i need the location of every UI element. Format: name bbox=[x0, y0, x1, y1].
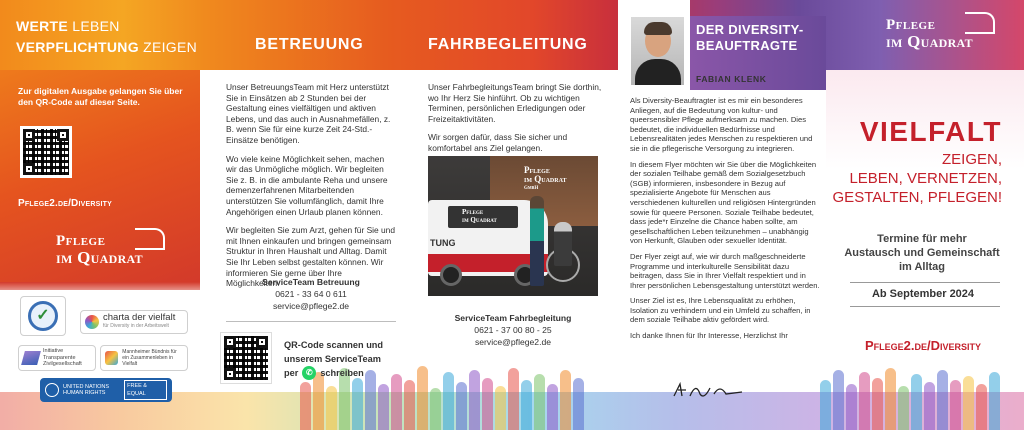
diversity-text bbox=[630, 96, 820, 341]
fahr-text bbox=[428, 82, 602, 162]
headline-vielfalt: VIELFALT bbox=[859, 116, 1002, 147]
right-logo-line-1: Pflege bbox=[886, 17, 936, 33]
fahr-service-title: ServiceTeam Fahrbegleitung bbox=[454, 313, 572, 323]
photo-van-side: TUNG bbox=[430, 238, 456, 248]
un-emblem-icon bbox=[45, 383, 59, 397]
fahr-service bbox=[428, 312, 598, 348]
logo-line-1: Pflege bbox=[56, 233, 106, 249]
qr-text-per: per bbox=[284, 368, 299, 378]
diversity-name: FABIAN KLENK bbox=[696, 74, 767, 84]
qr-text-line-2: unserem ServiceTeam bbox=[284, 354, 381, 364]
qr-code-whatsapp[interactable] bbox=[220, 332, 272, 384]
charta-title: charta der vielfalt bbox=[103, 312, 176, 323]
logo-line-2: im Quadrat bbox=[56, 248, 143, 267]
slogan-word-zeigen: ZEIGEN bbox=[138, 39, 198, 55]
charta-icon bbox=[85, 315, 99, 329]
mannheim-text: Mannheimer Bündnis für ein Zusammenleben in Vielfalt bbox=[122, 349, 177, 367]
photo-sign-line-1: Pflege bbox=[524, 165, 550, 175]
termine-line-1: Termine für mehr bbox=[877, 233, 967, 245]
headline-sub-line-1: ZEIGEN, bbox=[941, 151, 1002, 168]
betreuung-divider bbox=[226, 321, 396, 322]
photo-person-seated bbox=[554, 222, 572, 266]
headline-sub bbox=[812, 150, 1002, 207]
photo-person-standing bbox=[530, 196, 544, 286]
van-logo-line-1: Pflege bbox=[462, 208, 484, 216]
portrait-fabian-klenk bbox=[631, 17, 684, 85]
slogan-word-verpflichtung: VERPFLICHTUNG bbox=[16, 39, 139, 55]
photo-sign-line-2: im Quadrat bbox=[524, 174, 567, 184]
betreuung-service-phone[interactable]: 0621 - 33 64 0 611 bbox=[275, 289, 347, 299]
initiative-text: Initiative Transparente Zivilgesellschaft bbox=[43, 348, 82, 368]
badge-initiative bbox=[18, 345, 96, 371]
badge-charta bbox=[80, 310, 188, 334]
whatsapp-icon: ✆ bbox=[302, 366, 316, 380]
diversity-paragraph-1: Als Diversity-Beauftragter ist es mir ein besonderes Anliegen, auf die Bedeutung von kultur- und queersensibler Pflege aufmerksam zu machen. Dies bedeutet, die individuellen Bedürfnisse und Lebensrealitäten jedes Menschen zu respektieren und sie in die pflegerische Versorgung zu integrieren. bbox=[630, 96, 813, 153]
van-logo-line-2: im Quadrat bbox=[462, 216, 497, 224]
pflege-logo-left bbox=[56, 234, 143, 266]
betreuung-paragraph-3: Wir begleiten Sie zum Arzt, gehen für Sie und mit Ihnen einkaufen und bringen gemeinsam Struktur in Ihren Haushalt und Alltag. Damit Sie Ihr Leben selbst gestalten können. Wir informieren Sie gerne über Ihre Möglichkeiten. bbox=[226, 225, 395, 289]
diversity-title-line-2: BEAUFTRAGTE bbox=[696, 38, 798, 53]
headline-sub-line-3: GESTALTEN, PFLEGEN! bbox=[832, 189, 1002, 206]
pflege-logo-right bbox=[886, 18, 973, 50]
termine-line-2: Austausch und Gemeinschaft bbox=[844, 247, 1000, 259]
slogan bbox=[16, 16, 197, 58]
right-divider-top bbox=[850, 282, 1000, 283]
fahr-service-phone[interactable]: 0621 - 37 00 80 - 25 bbox=[474, 325, 552, 335]
slogan-word-leben: LEBEN bbox=[68, 18, 120, 34]
right-logo-line-2: im Quadrat bbox=[886, 32, 973, 51]
betreuung-service-title: ServiceTeam Betreuung bbox=[262, 277, 360, 287]
fahr-service-mail[interactable]: service@pflege2.de bbox=[474, 337, 552, 347]
start-date: Ab September 2024 bbox=[871, 288, 975, 300]
crowd-illustration-right bbox=[820, 360, 1000, 430]
betreuung-paragraph-1: Unser BetreuungsTeam mit Herz unterstützt Sie in Einsätzen ab 2 Stunden bei der Gestaltung eines vielfältigen und aktiven Lebens, und das auch in Ausnahmefällen, z. B. wenn Sie für eine kurze Zeit 24-Std.-Einsätze benötigen. bbox=[226, 82, 391, 145]
diversity-paragraph-5: Ich danke Ihnen für Ihr Interesse, Herzlichst Ihr bbox=[630, 331, 788, 341]
qr-code-diversity[interactable] bbox=[20, 126, 72, 178]
betreuung-title: BETREUUNG bbox=[255, 36, 364, 53]
qr-text-line-1: QR-Code scannen und bbox=[284, 340, 384, 350]
photo-wheel-1 bbox=[440, 264, 462, 286]
photo-van-logo bbox=[462, 208, 497, 224]
whatsapp-qr-text bbox=[284, 338, 402, 380]
diversity-title-line-1: DER DIVERSITY- bbox=[696, 22, 804, 37]
photo-sign-line-3: GmbH bbox=[524, 186, 539, 191]
termine-line-3: im Alltag bbox=[898, 261, 946, 273]
betreuung-service-mail[interactable]: service@pflege2.de bbox=[272, 301, 350, 311]
right-diversity-link[interactable]: Pflege2.de/Diversity bbox=[864, 338, 982, 353]
diversity-link[interactable]: Pflege2.de/Diversity bbox=[18, 198, 112, 209]
heart-icon bbox=[105, 351, 118, 365]
layers-icon bbox=[21, 351, 41, 365]
qr-text-schreiben: schreiben bbox=[320, 368, 364, 378]
headline-sub-line-2: LEBEN, VERNETZEN, bbox=[849, 170, 1002, 187]
free-equal-text: FREE & EQUAL bbox=[124, 380, 167, 400]
un-text: UNITED NATIONS HUMAN RIGHTS bbox=[63, 383, 110, 396]
termine-text bbox=[842, 232, 1002, 274]
betreuung-service bbox=[226, 276, 396, 312]
badge-seal bbox=[20, 296, 66, 336]
charta-sub: für Diversity in der Arbeitswelt bbox=[103, 323, 169, 329]
slogan-word-werte: WERTE bbox=[16, 18, 69, 34]
diversity-title bbox=[696, 22, 804, 54]
right-divider-bottom bbox=[850, 306, 1000, 307]
badge-mannheim bbox=[100, 345, 188, 371]
digital-edition-info: Zur digitalen Ausgabe gelangen Sie über den QR-Code auf dieser Seite. bbox=[18, 86, 183, 107]
betreuung-paragraph-2: Wo viele keine Möglichkeit sehen, machen wir das Unmögliche möglich. Wir begleiten Sie z. B. in die ambulante Reha und unsere demenzerfahrenen Mitarbeitenden unterstützen Sie vollumfänglich, damit Ihre Angehörigen einen Urlaub planen können. bbox=[226, 153, 388, 217]
fahr-paragraph-2: Wir sorgen dafür, dass Sie sicher und komfortabel ans Ziel gelangen. bbox=[428, 132, 568, 153]
fahr-title: FAHRBEGLEITUNG bbox=[428, 36, 588, 53]
right-logo-mark-icon bbox=[965, 12, 995, 34]
diversity-paragraph-3: Der Flyer zeigt auf, wie wir durch maßgeschneiderte Programme und interkulturelle Sensibilität dazu beitragen, dass Sie in Ihrer Vielfalt respektiert und in Ihrer persönlichen Lebensgestaltung unterstützt werden. bbox=[630, 251, 820, 290]
badge-un bbox=[40, 378, 172, 402]
logo-mark-icon bbox=[135, 228, 165, 250]
diversity-paragraph-2: In diesem Flyer möchten wir Sie über die Möglichkeiten der sozialen Teilhabe gemäß dem Sozialgesetzbuch (SGB) informieren, insbesondere in Bezug auf spezialisierte Angebote für Menschen aus verschiedenen kulturellen und religiösen Hintergründen sowie für queere Personen. Soziale Teilhabe bedeutet, dass jede*r Einzelne die Chance haben sollte, am gesellschaftlichen Leben teilzunehmen – unabhängig von Herkunft, Glauben oder sexueller Identität. bbox=[630, 159, 817, 246]
diversity-paragraph-4: Unser Ziel ist es, Ihre Lebensqualität zu erhöhen, Isolation zu verhindern und ein Umfeld zu schaffen, in dem soziale Teilhabe aktiv gefördert wird. bbox=[630, 296, 811, 325]
seal-check-icon: ✓ bbox=[28, 301, 58, 331]
signature bbox=[670, 380, 750, 402]
van-photo bbox=[428, 156, 598, 296]
betreuung-text bbox=[226, 82, 396, 297]
fahr-paragraph-1: Unser FahrbegleitungsTeam bringt Sie dorthin, wo Ihr Herz Sie hinführt. Ob zu wichtigen Terminen, persönlichen Erledigungen oder Freizeitaktivitäten. bbox=[428, 82, 602, 124]
photo-sign bbox=[524, 166, 566, 193]
